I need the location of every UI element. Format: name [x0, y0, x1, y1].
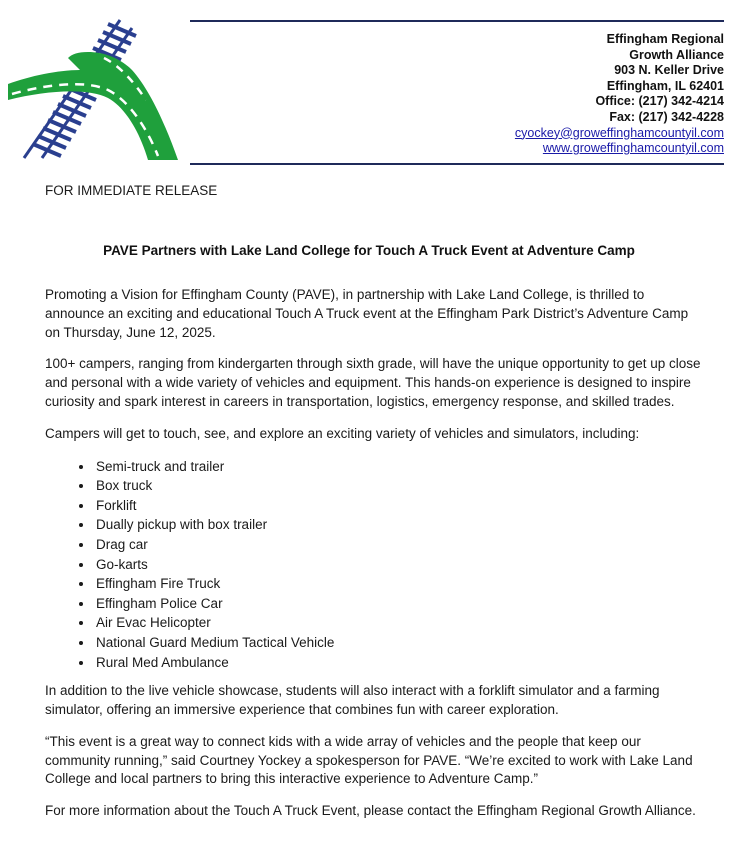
letterhead-bottom-rule: [190, 163, 724, 165]
list-item: • Forklift: [94, 496, 705, 516]
headline: PAVE Partners with Lake Land College for Touch A Truck Event at Adventure Camp: [103, 243, 635, 258]
org-name-line2: Growth Alliance: [629, 47, 724, 62]
paragraph-intro: Promoting a Vision for Effingham County (PAVE), in partnership with Lake Land College, is thrilled to announce an exciting and educational Touch A Truck event at the Effingham Park District’s Adventure Camp on Thursday, June 12, 2025.: [45, 287, 689, 340]
list-item: • Semi-truck and trailer: [94, 457, 705, 477]
list-item: • Effingham Fire Truck: [94, 574, 705, 594]
growth-alliance-logo: [8, 18, 178, 160]
list-item: • Dually pickup with box trailer: [94, 515, 705, 535]
list-item: • Rural Med Ambulance: [94, 653, 705, 673]
email-link[interactable]: cyockey@groweffinghamcountyil.com: [514, 125, 724, 140]
fax-number: Fax: (217) 342-4228: [609, 109, 724, 124]
paragraph-vehicles-intro: Campers will get to touch, see, and explore an exciting variety of vehicles and simulators, including:: [45, 425, 640, 441]
contact-block: [515, 32, 724, 157]
list-item: • National Guard Medium Tactical Vehicle: [94, 633, 705, 653]
paragraph-contact: For more information about the Touch A Truck Event, please contact the Effingham Regional Growth Alliance.: [45, 803, 696, 819]
org-name-line1: Effingham Regional: [606, 32, 724, 46]
vehicle-list: [45, 457, 705, 673]
address-line1: 903 N. Keller Drive: [614, 63, 724, 78]
list-item: • Go-karts: [94, 555, 705, 575]
letterhead-top-rule: [190, 20, 724, 22]
press-release-body: [45, 286, 705, 834]
list-item: • Air Evac Helicopter: [94, 613, 705, 633]
list-item: • Drag car: [94, 535, 705, 555]
list-item: • Effingham Police Car: [94, 594, 705, 614]
letterhead: [0, 0, 738, 170]
list-item: • Box truck: [94, 476, 705, 496]
address-line2: Effingham, IL 62401: [606, 78, 724, 93]
release-label: FOR IMMEDIATE RELEASE: [45, 183, 218, 198]
paragraph-quote: “This event is a great way to connect kids with a wide array of vehicles and the people that keep our community running,” said Courtney Yockey a spokesperson for PAVE. “We’re excited to work with Lake Land College and local partners to bring this interactive experience to Adventure Camp.”: [45, 733, 693, 787]
office-phone: Office: (217) 342-4214: [595, 94, 724, 109]
website-link[interactable]: www.groweffinghamcountyil.com: [542, 141, 724, 156]
paragraph-campers: 100+ campers, ranging from kindergarten through sixth grade, will have the unique opportunity to get up close and personal with a wide variety of vehicles and equipment. This hands-on experience is designed to inspire curiosity and spark interest in careers in transportation, logistics, emergency response, and skilled trades.: [45, 356, 701, 409]
paragraph-simulators: In addition to the live vehicle showcase, students will also interact with a forklift simulator and a farming simulator, offering an immersive experience that combines fun with career exploration.: [45, 683, 660, 717]
